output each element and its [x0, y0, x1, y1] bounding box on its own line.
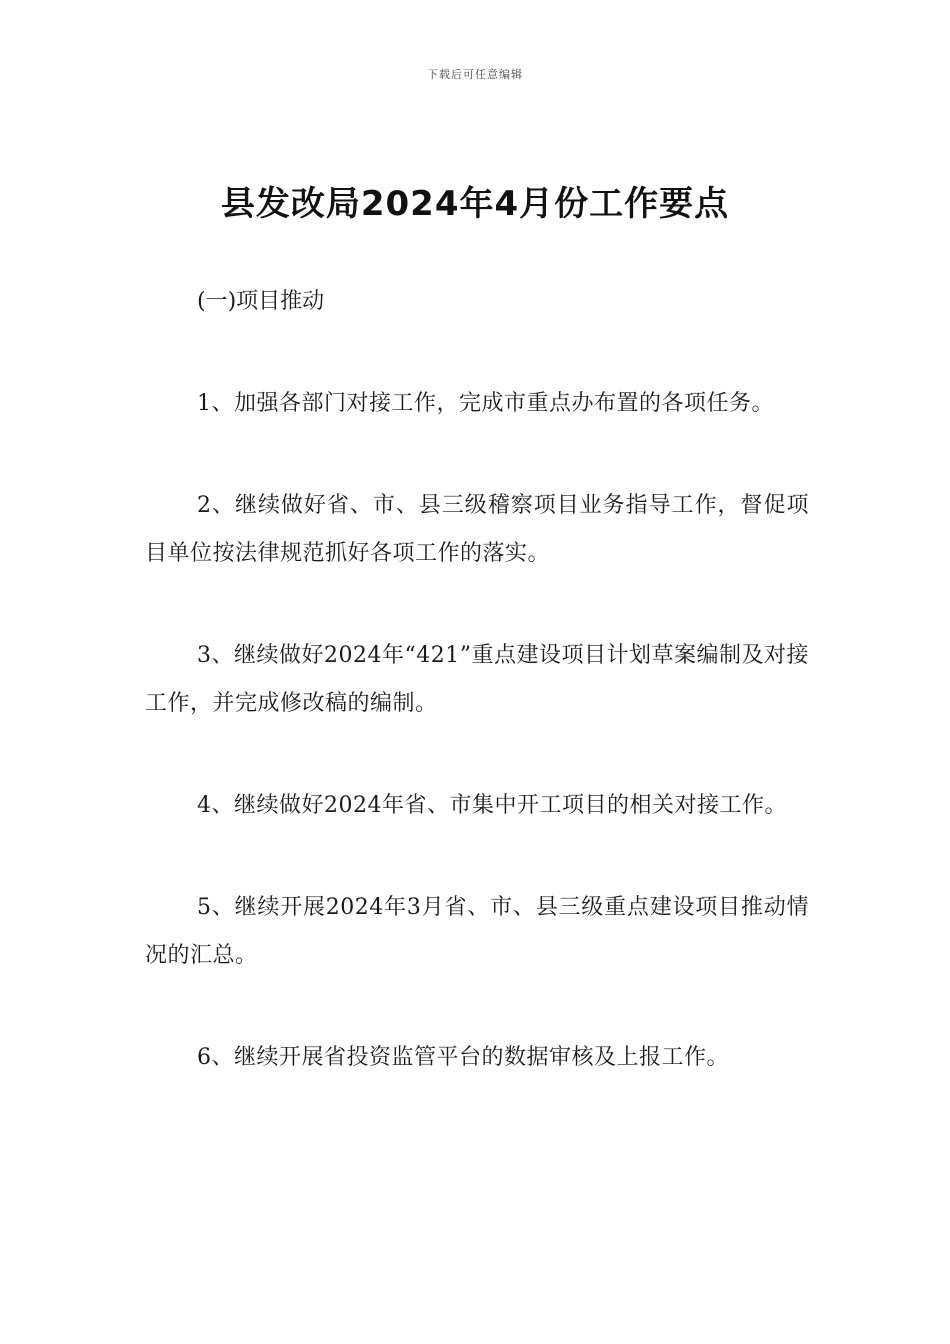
list-item: 4、继续做好2024年省、市集中开工项目的相关对接工作。: [197, 793, 787, 818]
list-item: 2、继续做好省、市、县三级稽察项目业务指导工作，督促项目单位按法律规范抓好各项工作的落实。: [145, 493, 809, 566]
document-title: 县发改局2024年4月份工作要点: [220, 184, 730, 224]
document-body: [145, 278, 809, 1136]
header-note: 下载后可任意编辑: [427, 68, 523, 81]
list-item: 5、继续开展2024年3月省、市、县三级重点建设项目推动情况的汇总。: [145, 895, 809, 968]
section-heading: (一)项目推动: [197, 289, 325, 314]
list-item: 3、继续做好2024年“421”重点建设项目计划草案编制及对接工作，并完成修改稿的编制。: [145, 643, 809, 716]
list-item: 1、加强各部门对接工作，完成市重点办布置的各项任务。: [197, 391, 774, 416]
list-item: 6、继续开展省投资监管平台的数据审核及上报工作。: [197, 1045, 729, 1070]
